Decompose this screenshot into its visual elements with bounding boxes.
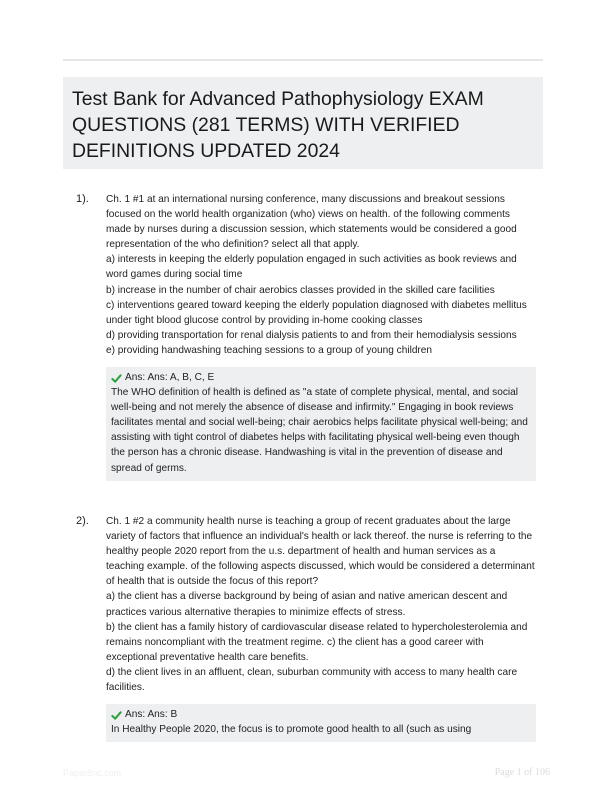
question-2: [76, 514, 536, 742]
top-rule: [63, 59, 543, 61]
option-c: c) interventions geared toward keeping the elderly population diagnosed with diabetes mellitus under tight blood glucose control by providing in-home cooking classes: [106, 299, 527, 326]
answer-header: [111, 371, 531, 385]
option-e: e) providing handwashing teaching sessions to a group of young children: [106, 344, 433, 356]
option-d: d) the client lives in an affluent, clean, suburban community with access to many health care facilities.: [106, 666, 518, 694]
title-box: [63, 77, 543, 169]
answer-label: Ans: Ans: B: [125, 709, 178, 721]
question-text: Ch. 1 #1 at an international nursing conference, many discussions and breakout sessions focused on the world health organization (who) views on health. of the following comments made by nurses during a discussion session, which statements would be considered a good representation of the who definition? select all that apply.: [106, 194, 517, 251]
answer-label: Ans: Ans: A, B, C, E: [125, 372, 215, 384]
check-icon: [111, 710, 122, 721]
answer-header: [111, 708, 531, 722]
question-1: [76, 192, 536, 481]
option-b: b) increase in the number of chair aerobics classes provided in the skilled care facilities: [106, 284, 495, 296]
question-number: 1).: [76, 193, 89, 205]
answer-explanation: In Healthy People 2020, the focus is to promote good health to all (such as using: [111, 724, 472, 736]
check-icon: [111, 373, 122, 384]
option-a: a) the client has a diverse background by being of asian and native american descent and practices various alternative therapies to minimize effects of stress.: [106, 591, 508, 618]
option-d: d) providing transportation for renal dialysis patients to and from their hemodialysis sessions: [106, 329, 517, 341]
option-a: a) interests in keeping the elderly population engaged in such activities as book reviews and word games during social time: [106, 254, 517, 281]
question-number: 2).: [76, 515, 89, 527]
page-number: Page 1 of 106: [494, 767, 550, 778]
question-body: [106, 514, 536, 695]
footer-site: Paper8nc.com: [63, 768, 122, 778]
question-body: [106, 192, 536, 358]
option-b-c: b) the client has a family history of cardiovascular disease related to hypercholesterolemia and remains noncompliant with the treatment regime. c) the client has a good career with exceptional preventative health care benefits.: [106, 621, 528, 663]
answer-box: [106, 367, 536, 481]
answer-box: [106, 704, 536, 742]
question-text: Ch. 1 #2 a community health nurse is teaching a group of recent graduates about the large variety of factors that influence an individual's health or lack thereof. the nurse is referring to the healthy people 2020 report from the u.s. department of health and human services as a teaching example. of the following aspects discussed, which would be considered a determinant of health that is outside the focus of this report?: [106, 516, 535, 588]
document-title: Test Bank for Advanced Pathophysiology EXAM QUESTIONS (281 TERMS) WITH VERIFIED DEFINITIONS UPDATED 2024: [72, 88, 484, 162]
answer-explanation: The WHO definition of health is defined as "a state of complete physical, mental, and social well-being and not merely the absence of disease and infirmity." Engaging in book reviews facilitates mental and social well-being; chair aerobics helps facilitate physical well-being; and assisting with tight control of diabetes helps with facilitating physical well-being even though the person has a chronic disease. Handwashing is vital in the prevention of disease and spread of germs.: [111, 387, 528, 474]
